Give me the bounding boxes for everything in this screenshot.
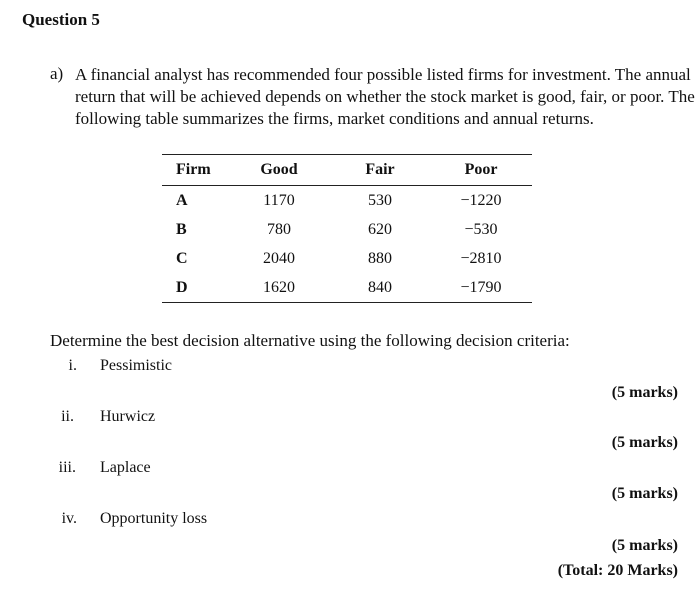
criterion-marks: (5 marks) xyxy=(611,485,678,502)
table-row xyxy=(162,244,532,273)
criterion-marks: (5 marks) xyxy=(611,537,678,554)
cell-good: 1620 xyxy=(228,273,330,303)
intro-line: following table summarizes the firms, market conditions and annual returns. xyxy=(75,109,594,128)
cell-fair: 840 xyxy=(330,273,430,303)
header-fair: Fair xyxy=(330,155,430,186)
header-firm: Firm xyxy=(162,155,228,186)
cell-fair: 880 xyxy=(368,249,392,267)
cell-fair: 620 xyxy=(368,220,392,238)
cell-good: 780 xyxy=(267,220,291,238)
criterion-label: Opportunity loss xyxy=(100,510,208,527)
cell-good: 2040 xyxy=(263,249,295,267)
criterion-number: iii. xyxy=(58,459,76,476)
criterion-label: Hurwicz xyxy=(100,408,156,425)
cell-firm: B xyxy=(176,220,187,238)
cell-firm: D xyxy=(162,273,228,303)
cell-good: 1170 xyxy=(263,191,295,209)
intro-paragraph xyxy=(75,64,695,130)
cell-firm: A xyxy=(176,191,188,209)
criterion-number: i. xyxy=(68,357,77,374)
table-row xyxy=(162,186,532,216)
intro-line: A financial analyst has recommended four possible listed firms for investment. The annual xyxy=(75,65,691,84)
cell-poor: −1790 xyxy=(430,273,532,303)
cell-firm: C xyxy=(176,249,188,267)
instruction-text: Determine the best decision alternative using the following decision criteria: xyxy=(50,331,570,350)
criterion-label: Pessimistic xyxy=(100,357,173,374)
cell-fair: 530 xyxy=(368,191,392,209)
criterion-number: ii. xyxy=(61,408,74,425)
table-row xyxy=(162,215,532,244)
part-label: a) xyxy=(50,64,64,83)
cell-poor: −530 xyxy=(464,220,498,238)
total-marks: (Total: 20 Marks) xyxy=(557,562,678,579)
header-good: Good xyxy=(228,155,330,186)
cell-poor: −2810 xyxy=(460,249,502,267)
criterion-marks: (5 marks) xyxy=(611,384,678,401)
table-header-row xyxy=(162,155,532,186)
question-title: Question 5 xyxy=(22,10,100,29)
intro-line: return that will be achieved depends on whether the stock market is good, fair, or poor. The xyxy=(75,87,695,106)
cell-poor: −1220 xyxy=(460,191,502,209)
criterion-number: iv. xyxy=(61,510,77,527)
criterion-marks: (5 marks) xyxy=(611,434,678,451)
criterion-label: Laplace xyxy=(100,459,151,476)
header-poor: Poor xyxy=(430,155,532,186)
returns-table xyxy=(162,154,532,303)
table-row xyxy=(162,273,532,303)
